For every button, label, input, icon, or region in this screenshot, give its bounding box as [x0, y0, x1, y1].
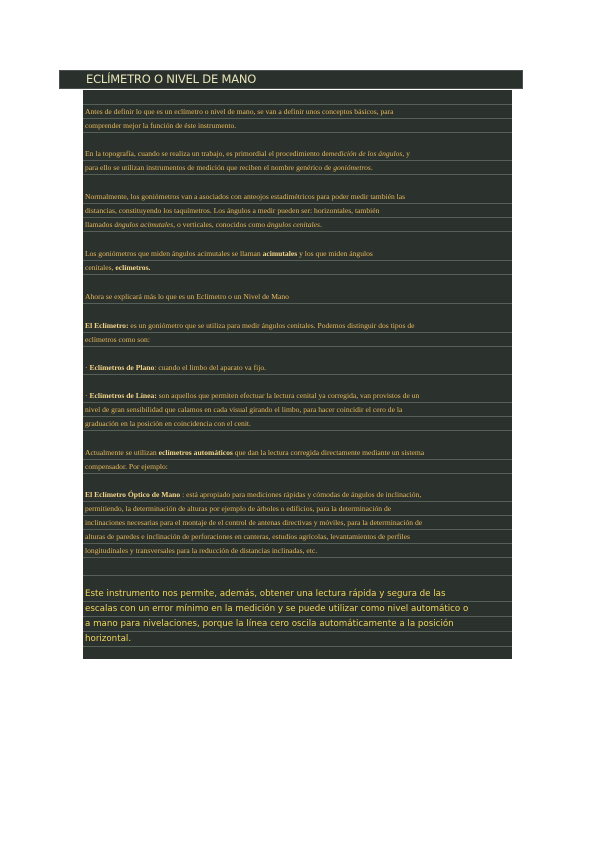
text-line: Actualmente se utilizan eclímetros automáticos que dan la lectura corregida directamente mediante un sistema [83, 446, 512, 460]
title-bar [59, 70, 523, 89]
text-line: distancias, constituyendo los taquímetros. Los ángulos a medir pueden ser: horizontales, también [83, 204, 512, 218]
text-line: Normalmente, los goniómetros van a asociados con anteojos estadimétricos para poder medir también las [83, 190, 512, 204]
paragraph-intro [83, 105, 512, 133]
content-panel [83, 90, 512, 659]
text-line: inclinaciones necesarias para el montaje de el control de antenas directivas y móviles, para la determinación de [83, 516, 512, 530]
text-line: El Eclímetro: es un goniómetro que se utiliza para medir ángulos cenitales. Podemos distinguir dos tipos de [83, 319, 512, 333]
text-line: compensador. Por ejemplo: [83, 460, 512, 474]
text-line: Antes de definir lo que es un eclímetro o nivel de mano, se van a definir unos conceptos básicos, para [83, 105, 512, 119]
paragraph-plano [83, 361, 512, 375]
text-line: graduación en la posición en coincidencia con el cenit. [83, 417, 512, 431]
text-line: a mano para nivelaciones, porque la línea cero oscila automáticamente a la posición [83, 617, 512, 632]
text-line: · Eclímetros de Plano: cuando el limbo del aparato va fijo. [83, 361, 512, 375]
text-line: horizontal. [83, 632, 512, 647]
page-title: ECLÍMETRO O NIVEL DE MANO [86, 72, 257, 86]
paragraph-instrumento [83, 587, 512, 647]
text-line: escalas con un error mínimo en la medición y se puede utilizar como nivel automático o [83, 602, 512, 617]
paragraph-eclimetro [83, 319, 512, 347]
text-line: · Eclímetros de Línea: son aquellos que permiten efectuar la lectura cenital ya corregida, van provistos de un [83, 389, 512, 403]
text-line: Los goniómetros que miden ángulos acimutales se llaman acimutales y los que miden ángulos [83, 247, 512, 261]
paragraph-goniometros [83, 190, 512, 232]
paragraph-ahora [83, 290, 512, 304]
text-line: En la topografía, cuando se realiza un trabajo, es primordial el procedimiento demedición de los ángulos, y [83, 147, 512, 161]
text-line: El Eclímetro Óptico de Mano : está apropiado para mediciones rápidas y cómodas de ángulos de inclinación, [83, 488, 512, 502]
divider [83, 575, 512, 576]
paragraph-linea [83, 389, 512, 431]
text-line: Este instrumento nos permite, además, obtener una lectura rápida y segura de las [83, 587, 512, 602]
text-line: cenitales, eclímetros. [83, 261, 512, 275]
paragraph-automaticos [83, 446, 512, 474]
text-line: Ahora se explicará más lo que es un Eclímetro o un Nivel de Mano [83, 290, 512, 304]
text-line: alturas de paredes e inclinación de perforaciones en canteras, estudios agrícolas, levantamientos de perfiles [83, 530, 512, 544]
text-line: longitudinales y transversales para la reducción de distancias inclinadas, etc. [83, 544, 512, 558]
paragraph-acimutales [83, 247, 512, 275]
text-line: para ello se utilizan instrumentos de medición que reciben el nombre genérico de goniómetros. [83, 161, 512, 175]
paragraph-optico [83, 488, 512, 558]
text-line: permitiendo, la determinación de alturas por ejemplo de árboles o edificios, para la determinación de [83, 502, 512, 516]
paragraph-topografia [83, 147, 512, 175]
text-line: eclímetros como son: [83, 333, 512, 347]
text-line: nivel de gran sensibilidad que calamos en cada visual girando el limbo, para hacer coincidir el cero de la [83, 403, 512, 417]
text-line: comprender mejor la función de éste instrumento. [83, 119, 512, 133]
text-line: llamados ángulos acimutales, o verticales, conocidos como ángulos cenitales. [83, 218, 512, 232]
